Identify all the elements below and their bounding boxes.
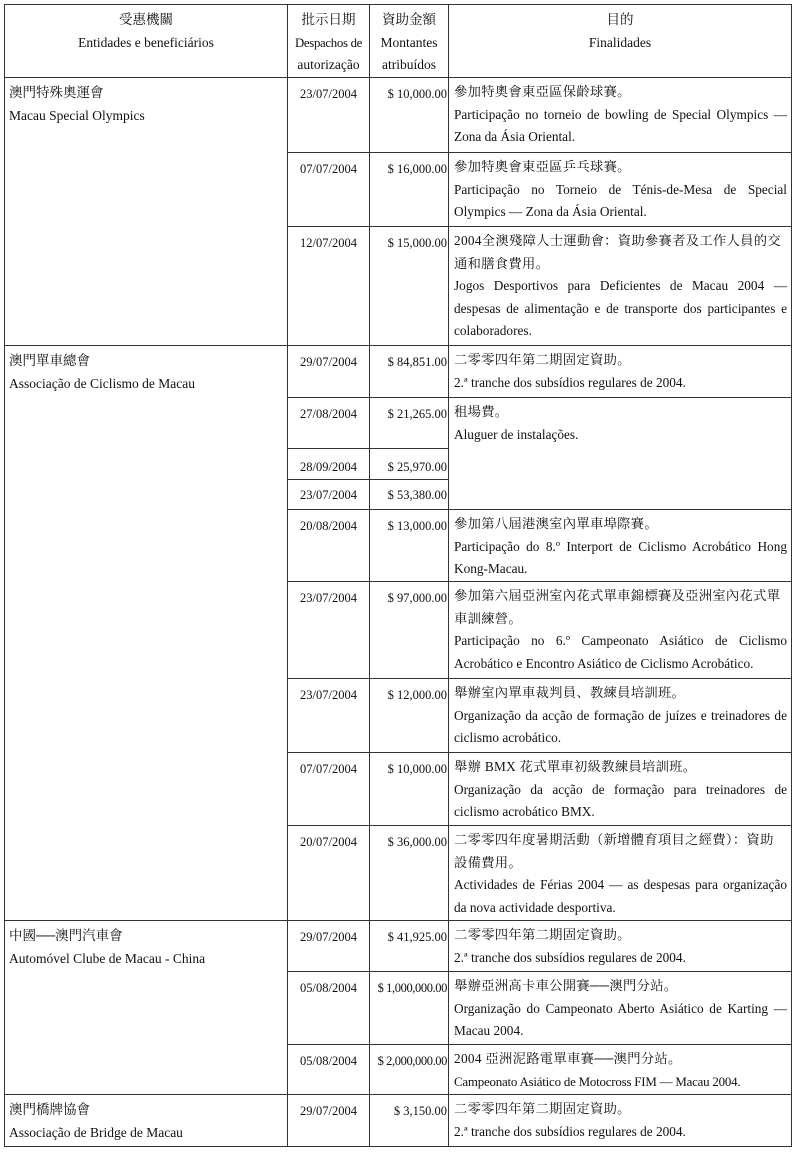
amount-cell: $ 41,925.00 <box>370 921 449 972</box>
date-cell: 29/07/2004 <box>288 921 370 972</box>
amount-cell: $ 97,000.00 <box>370 582 449 679</box>
purpose-cell: 參加第八屆港澳室內單車埠際賽。 Participação do 8.º Interport de Ciclismo Acrobático Hong Kong-Macau. <box>449 510 792 582</box>
purpose-cell: 參加第六屆亞洲室內花式單車錦標賽及亞洲室內花式單車訓練營。 Participação no 6.º Campeonato Asiático de Ciclismo Acrobático e Encontro Asiático de Ciclismo Acrobático. <box>449 582 792 679</box>
date-cell: 20/07/2004 <box>288 826 370 921</box>
header-purpose: 目的 Finalidades <box>449 5 792 78</box>
purpose-cell: 租場費。 Aluguer de instalações. <box>449 398 792 510</box>
header-amount: 資助金額 Montantes atribuídos <box>370 5 449 78</box>
entity-cell: 澳門橋牌協會 Associação de Bridge de Macau <box>5 1095 288 1147</box>
header-date: 批示日期 Despachos de autorização <box>288 5 370 78</box>
purpose-cell: 二零零四年度暑期活動（新增體育項目之經費）：資助設備費用。 Actividades de Férias 2004 — as despesas para organização da nova actividade desportiva. <box>449 826 792 921</box>
amount-cell: $ 10,000.00 <box>370 753 449 826</box>
amount-cell: $ 21,265.00 <box>370 398 449 449</box>
purpose-cell: 參加特奧會東亞區保齡球賽。 Participação no torneio de bowling de Special Olympics — Zona da Ásia Oriental. <box>449 78 792 153</box>
table-row <box>5 346 792 398</box>
entity-cell: 澳門單車總會 Associação de Ciclismo de Macau <box>5 346 288 921</box>
purpose-cell: 舉辦 BMX 花式單車初級教練員培訓班。 Organização da acção de formação para treinadores de ciclismo acrobático BMX. <box>449 753 792 826</box>
date-cell: 23/07/2004 <box>288 480 370 510</box>
amount-cell: $ 13,000.00 <box>370 510 449 582</box>
purpose-cell: 二零零四年第二期固定資助。 2.ª tranche dos subsídios regulares de 2004. <box>449 921 792 972</box>
date-cell: 07/07/2004 <box>288 753 370 826</box>
amount-cell: $ 1,000,000.00 <box>370 972 449 1045</box>
date-cell: 05/08/2004 <box>288 1045 370 1095</box>
date-cell: 23/07/2004 <box>288 78 370 153</box>
amount-cell: $ 84,851.00 <box>370 346 449 398</box>
purpose-cell: 2004 亞洲泥路電單車賽──澳門分站。 Campeonato Asiático de Motocross FIM — Macau 2004. <box>449 1045 792 1095</box>
date-cell: 23/07/2004 <box>288 582 370 679</box>
date-cell: 27/08/2004 <box>288 398 370 449</box>
entity-cell: 澳門特殊奧運會 Macau Special Olympics <box>5 78 288 346</box>
amount-cell: $ 12,000.00 <box>370 679 449 753</box>
table-header <box>5 5 792 78</box>
date-cell: 28/09/2004 <box>288 449 370 480</box>
amount-cell: $ 16,000.00 <box>370 153 449 227</box>
amount-cell: $ 36,000.00 <box>370 826 449 921</box>
entity-cell: 中國──澳門汽車會 Automóvel Clube de Macau - China <box>5 921 288 1095</box>
amount-cell: $ 2,000,000.00 <box>370 1045 449 1095</box>
table-row <box>5 1095 792 1147</box>
subsidies-table <box>4 4 792 1147</box>
header-entities: 受惠機關 Entidades e beneficiários <box>5 5 288 78</box>
purpose-cell: 2004全澳殘障人士運動會：資助參賽者及工作人員的交通和膳食費用。 Jogos Desportivos para Deficientes de Macau 2004 — despesas de alimentação e de transporte dos participantes e colaboradores. <box>449 227 792 346</box>
date-cell: 05/08/2004 <box>288 972 370 1045</box>
amount-cell: $ 10,000.00 <box>370 78 449 153</box>
purpose-cell: 舉辦亞洲高卡車公開賽──澳門分站。 Organização do Campeonato Aberto Asiático de Karting — Macau 2004. <box>449 972 792 1045</box>
purpose-cell: 二零零四年第二期固定資助。 2.ª tranche dos subsídios regulares de 2004. <box>449 346 792 398</box>
purpose-cell: 舉辦室內單車裁判員、教練員培訓班。 Organização da acção de formação de juízes e treinadores de ciclismo acrobático. <box>449 679 792 753</box>
date-cell: 20/08/2004 <box>288 510 370 582</box>
date-cell: 07/07/2004 <box>288 153 370 227</box>
table-row <box>5 78 792 153</box>
purpose-cell: 二零零四年第二期固定資助。 2.ª tranche dos subsídios regulares de 2004. <box>449 1095 792 1147</box>
date-cell: 29/07/2004 <box>288 346 370 398</box>
amount-cell: $ 25,970.00 <box>370 449 449 480</box>
date-cell: 29/07/2004 <box>288 1095 370 1147</box>
date-cell: 12/07/2004 <box>288 227 370 346</box>
amount-cell: $ 53,380.00 <box>370 480 449 510</box>
purpose-cell: 參加特奧會東亞區乒乓球賽。 Participação no Torneio de Ténis-de-Mesa de Special Olympics — Zona da Ásia Oriental. <box>449 153 792 227</box>
amount-cell: $ 15,000.00 <box>370 227 449 346</box>
amount-cell: $ 3,150.00 <box>370 1095 449 1147</box>
table-row <box>5 921 792 972</box>
date-cell: 23/07/2004 <box>288 679 370 753</box>
